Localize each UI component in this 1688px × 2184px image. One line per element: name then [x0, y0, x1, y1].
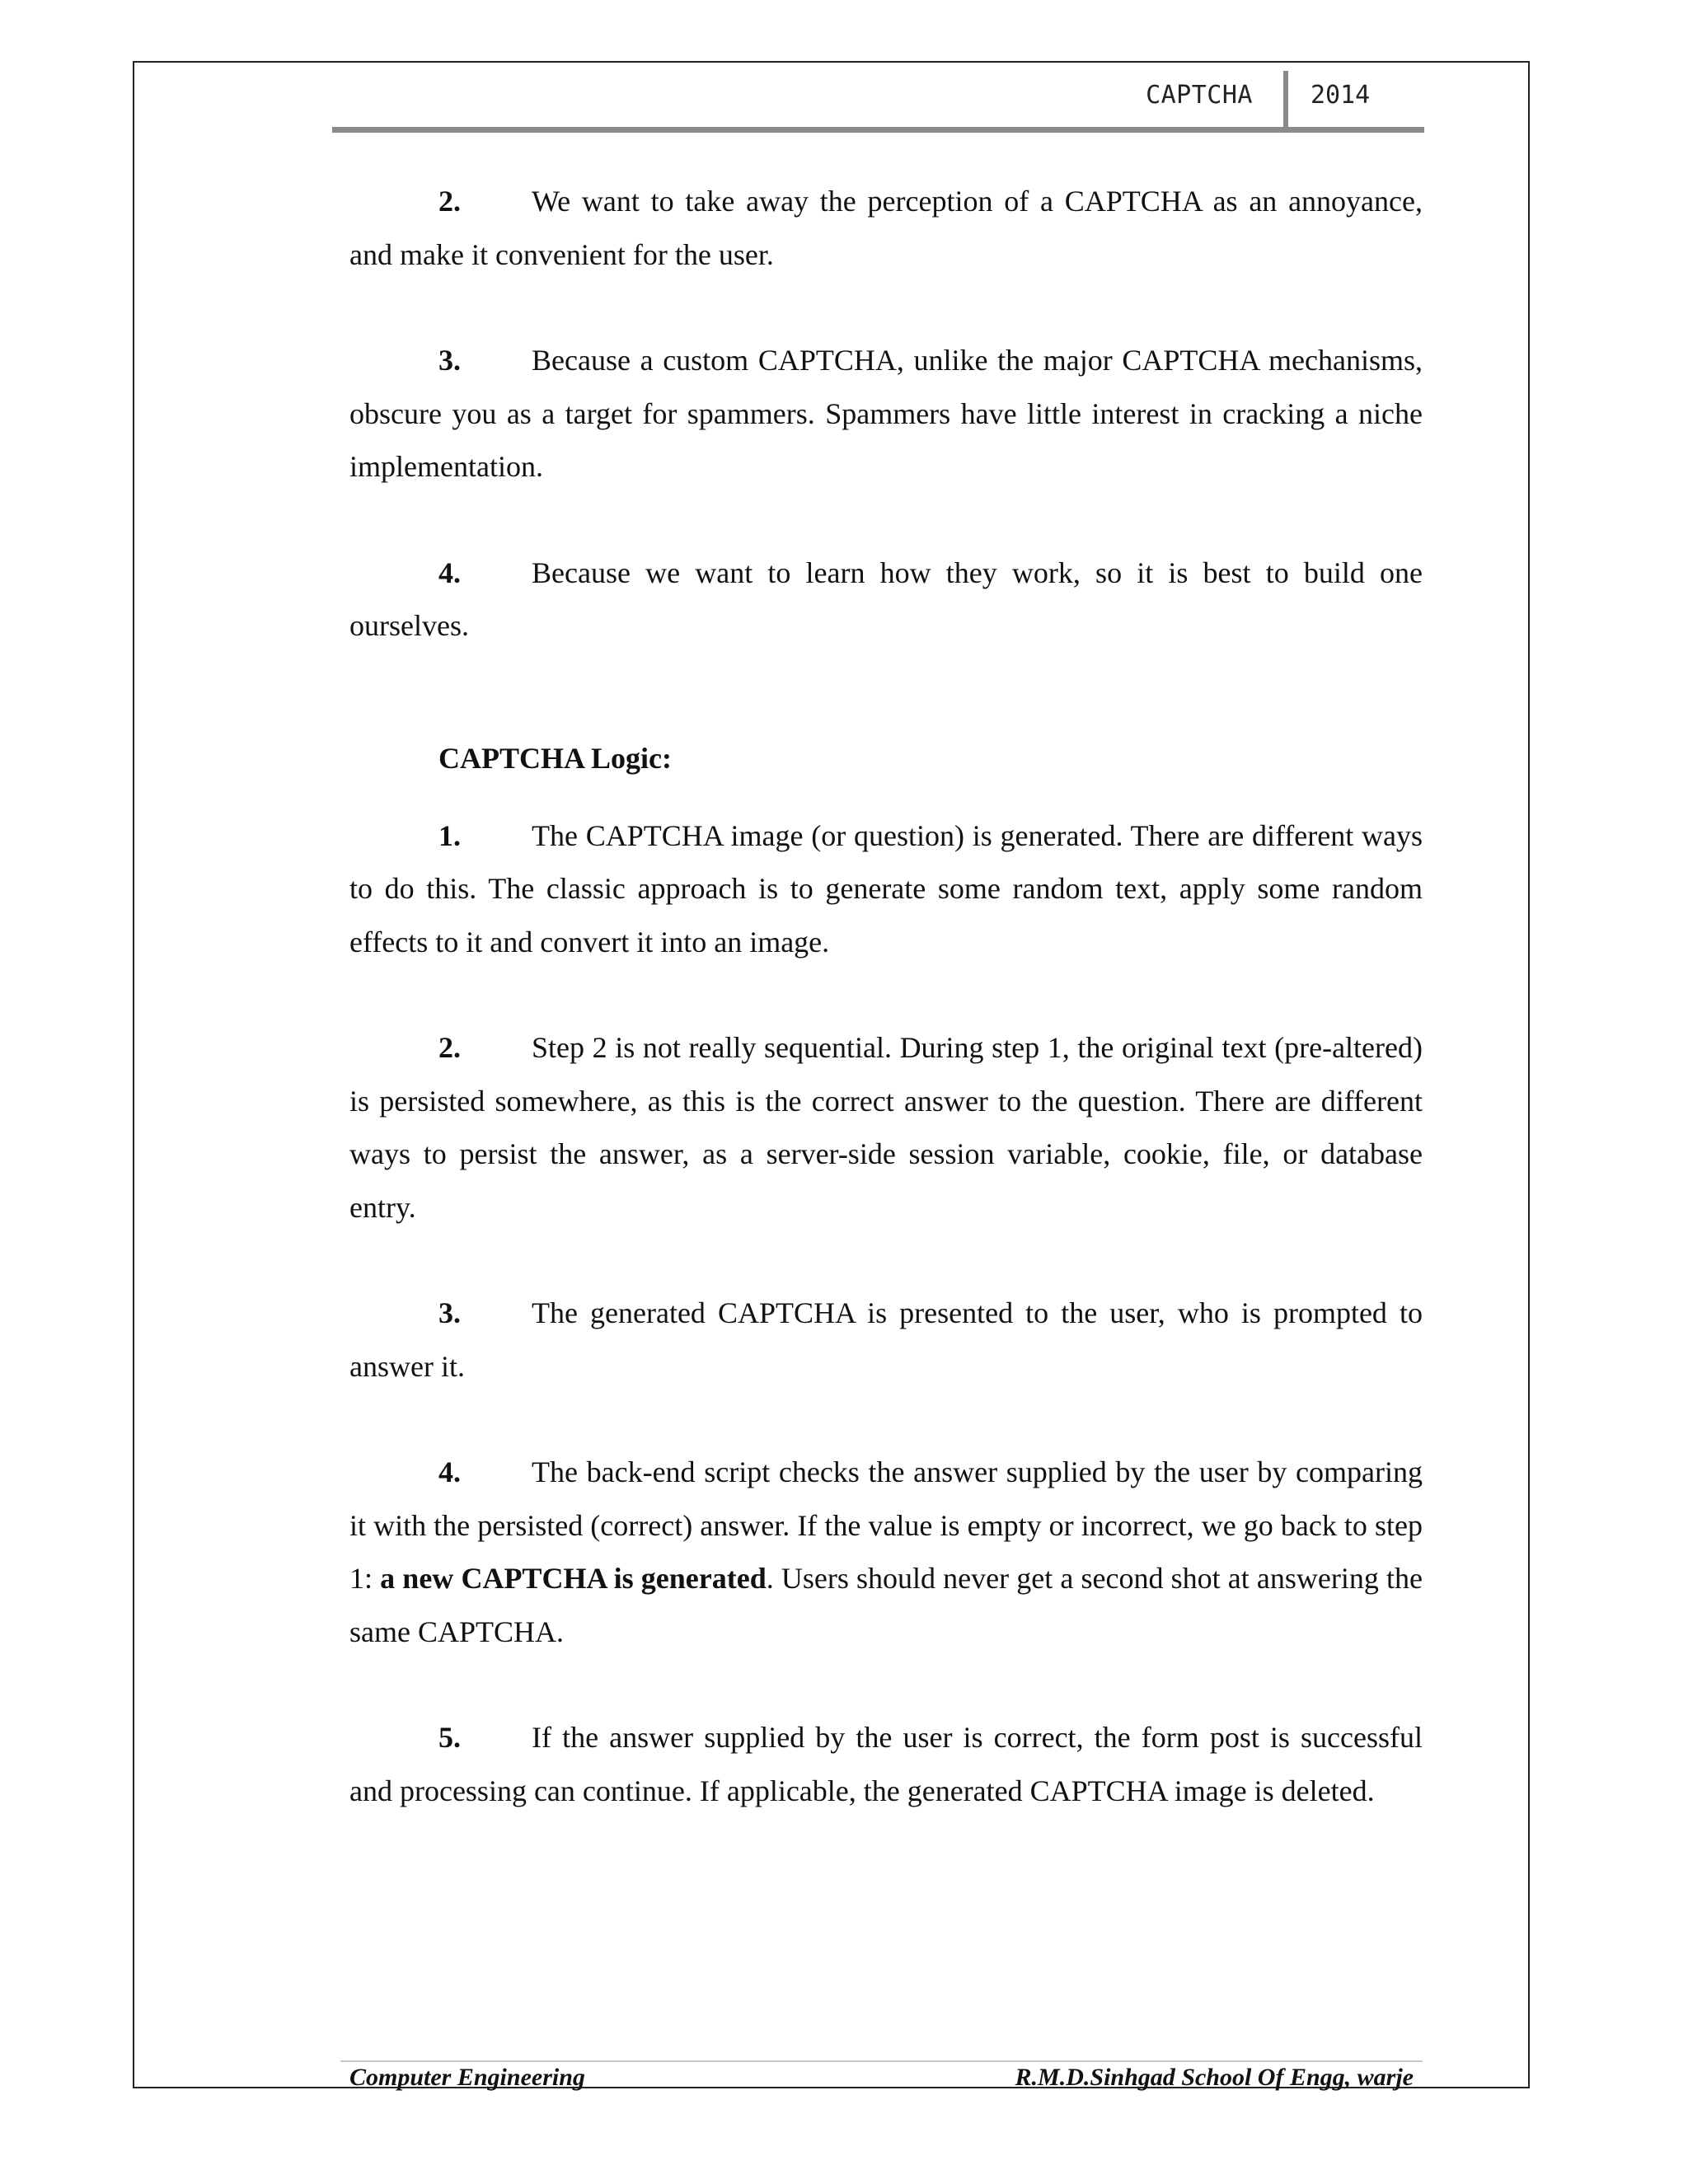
header-year: 2014: [1311, 81, 1371, 110]
logic-step-3: [349, 1286, 1423, 1393]
logic-step-1: [349, 809, 1423, 969]
list-item-2: [349, 175, 1423, 281]
step-number: 1.: [438, 818, 461, 852]
item-number: 3.: [438, 344, 461, 377]
header-rule: [332, 127, 1424, 133]
list-item-3: [349, 334, 1423, 494]
step-number: 2.: [438, 1031, 461, 1064]
logic-step-2: [349, 1021, 1423, 1234]
item-text: We want to take away the perception of a CAPTCHA as an annoyance, and make it convenient for the user.: [349, 185, 1423, 271]
step-text: The CAPTCHA image (or question) is generated. There are different ways to do this. The classic approach is to generate some random text, apply some random effects to it and convert it into an image.: [349, 818, 1423, 958]
step-text: If the answer supplied by the user is correct, the form post is successful and processing can continue. If applicable, the generated CAPTCHA image is deleted.: [349, 1721, 1423, 1807]
step-number: 3.: [438, 1296, 461, 1329]
header-title: CAPTCHA: [1146, 81, 1253, 110]
item-text: Because we want to learn how they work, so it is best to build one ourselves.: [349, 555, 1423, 642]
logic-step-5: [349, 1711, 1423, 1817]
footer-rule: [340, 2060, 1423, 2062]
step-number: 4.: [438, 1455, 461, 1488]
footer-institution: R.M.D.Sinhgad School Of Engg, warje: [1015, 2064, 1414, 2091]
item-number: 4.: [438, 555, 461, 589]
logic-step-4: [349, 1446, 1423, 1658]
step-text-before: The back-end script checks the answer supplied by the user by comparing it with the persisted (correct) answer. If the value is empty or incorrect, we go back to step 1:: [349, 1455, 1423, 1595]
step-text: Step 2 is not really sequential. During step 1, the original text (pre-altered) is persisted somewhere, as this is the correct answer to the question. There are different ways to persist the answer, as a server-side session variable, cookie, file, or database entry.: [349, 1031, 1423, 1224]
step-number: 5.: [438, 1721, 461, 1754]
item-text: Because a custom CAPTCHA, unlike the major CAPTCHA mechanisms, obscure you as a target for spammers. Spammers have little interest in cracking a niche implementation.: [349, 344, 1423, 483]
page-header: [332, 71, 1424, 134]
page-content: [349, 175, 1423, 1870]
header-separator: [1283, 71, 1288, 127]
footer-department: Computer Engineering: [349, 2064, 585, 2091]
section-heading-captcha-logic: CAPTCHA Logic:: [438, 741, 672, 775]
list-item-4: [349, 546, 1423, 653]
step-text-after: . Users should never get a second shot at answering the same CAPTCHA.: [349, 1562, 1423, 1648]
step-text: The generated CAPTCHA is presented to the user, who is prompted to answer it.: [349, 1296, 1423, 1383]
step-text-bold: a new CAPTCHA is generated: [380, 1562, 767, 1595]
item-number: 2.: [438, 185, 461, 218]
